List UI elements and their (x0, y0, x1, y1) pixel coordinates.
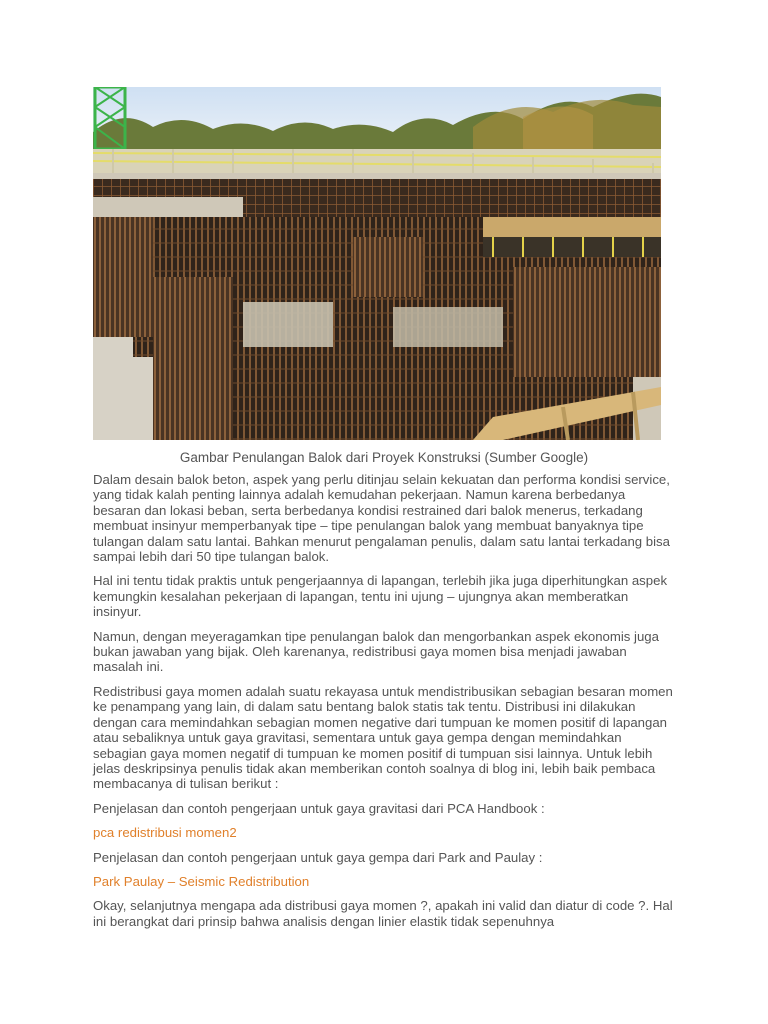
paragraph-uniformity: Namun, dengan meyeragamkan tipe penulangan balok dan mengorbankan aspek ekonomis juga bukan jawaban yang bijak. Oleh karenanya, redistribusi gaya momen bisa menjadi jawaban masalah ini. (93, 628, 659, 675)
paragraph-intro: Dalam desain balok beton, aspek yang perlu ditinjau selain kekuatan dan performa kondisi service, yang tidak kalah penting lainnya adalah kemudahan pekerjaan. Namun karena berbedanya besaran dan lokasi beban, serta berbedanya kondisi restrained dari balok menerus, terkadang membuat insinyur memperbanyak tipe – tipe penulangan balok yang membuat banyaknya tipe tulangan dalam satu lantai. Bahkan menurut pengalaman penulis, dalam satu lantai terkadang bisa sampai lebih dari 50 tipe tulangan balok. (93, 472, 670, 565)
paragraph-gravity-intro: Penjelasan dan contoh pengerjaan untuk gaya gravitasi dari PCA Handbook : (93, 800, 545, 816)
paragraph-practicality: Hal ini tentu tidak praktis untuk pengerjaannya di lapangan, terlebih jika juga diperhitungkan aspek kemungkin kesalahan pekerjaan di lapangan, tentu ini ujung – ujungnya akan memberatkan insinyur. (93, 573, 668, 620)
paragraph-redistribution-definition: Redistribusi gaya momen adalah suatu rekayasa untuk mendistribusikan sebagian besaran momen ke penampang yang lain, di dalam satu bentang balok statis tak tentu. Distribusi ini dilakukan dengan cara memindahkan sebagian momen negative dari tumpuan ke momen positif di lapangan atau sebaliknya untuk gaya gravitasi, sementara untuk gaya gempa dengan memindahkan sebagian gaya momen negatif di tumpuan ke momen positif di tumpuan sisi lainnya. Untuk lebih jelas deskripsinya penulis tidak akan memberikan contoh soalnya di blog ini, lebih baik pembaca membacanya di tulisan berikut : (93, 683, 673, 792)
rebar-construction-photo (93, 87, 661, 440)
link-pca-redistribution[interactable]: pca redistribusi momen2 (93, 825, 237, 841)
link-park-paulay[interactable]: Park Paulay – Seismic Redistribution (93, 873, 310, 889)
figure-caption: Gambar Penulangan Balok dari Proyek Konstruksi (Sumber Google) (179, 450, 589, 465)
paragraph-seismic-intro: Penjelasan dan contoh pengerjaan untuk gaya gempa dari Park and Paulay : (93, 849, 543, 865)
paragraph-conclusion: Okay, selanjutnya mengapa ada distribusi gaya momen ?, apakah ini valid dan diatur di code ?. Hal ini berangkat dari prinsip bahwa analisis dengan linier elastik tidak sepenuhnya (93, 898, 673, 929)
article-page (93, 87, 673, 929)
